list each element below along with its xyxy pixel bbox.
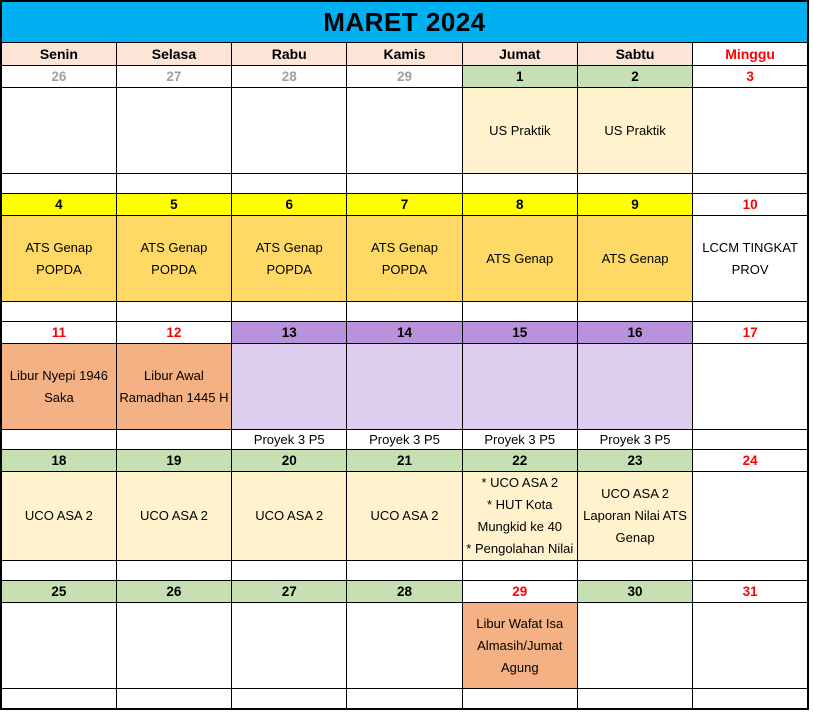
spacer-cell	[693, 302, 808, 322]
spacer-cell	[232, 561, 347, 581]
date-cell-20-rabu: 20	[232, 450, 347, 472]
date-cell-2-sabtu: 2	[577, 66, 692, 88]
spacer-cell	[462, 689, 577, 710]
spacer-cell	[693, 174, 808, 194]
day-header-kamis: Kamis	[347, 43, 462, 66]
date-cell-14-kamis: 14	[347, 322, 462, 344]
date-cell-17-minggu: 17	[693, 322, 808, 344]
event-cell-w3-jumat	[462, 344, 577, 430]
event-cell-w4-selasa	[116, 472, 231, 561]
spacer-cell	[462, 302, 577, 322]
week-4-spacer-row	[1, 561, 808, 581]
spacer-cell	[577, 302, 692, 322]
footer-note-cell-jumat: Proyek 3 P5	[462, 430, 577, 450]
event-cell-w3-kamis	[347, 344, 462, 430]
week-3-spacer-row	[1, 430, 808, 450]
event-cell-w5-kamis	[347, 603, 462, 689]
spacer-cell	[577, 689, 692, 710]
event-cell-w2-jumat	[462, 216, 577, 302]
event-cell-w5-sabtu	[577, 603, 692, 689]
event-cell-w2-rabu	[232, 216, 347, 302]
event-text-line: ATS Genap	[371, 239, 438, 255]
day-header-row	[1, 43, 808, 66]
week-1-date-row	[1, 66, 808, 88]
spacer-cell	[577, 174, 692, 194]
day-header-senin: Senin	[1, 43, 116, 66]
spacer-cell	[1, 430, 116, 450]
spacer-cell	[347, 302, 462, 322]
event-text-line: UCO ASA 2	[255, 508, 324, 523]
day-header-jumat: Jumat	[462, 43, 577, 66]
event-cell-w5-minggu	[693, 603, 808, 689]
footer-note-cell-rabu: Proyek 3 P5	[232, 430, 347, 450]
date-cell-13-rabu: 13	[232, 322, 347, 344]
event-text-line: Mungkid ke 40	[477, 519, 563, 534]
footer-note-cell-kamis: Proyek 3 P5	[347, 430, 462, 450]
week-4-event-row	[1, 472, 808, 561]
week-5-date-row	[1, 581, 808, 603]
weeks-body	[1, 66, 808, 710]
week-4-date-row	[1, 450, 808, 472]
date-cell-19-selasa: 19	[116, 450, 231, 472]
event-cell-w1-kamis	[347, 88, 462, 174]
event-cell-w3-senin	[1, 344, 116, 430]
spacer-cell	[693, 689, 808, 710]
event-cell-w4-senin	[1, 472, 116, 561]
event-cell-w1-sabtu	[577, 88, 692, 174]
event-text-line: UCO ASA 2	[601, 486, 669, 501]
week-1-spacer-row	[1, 174, 808, 194]
spacer-cell	[116, 689, 231, 710]
event-cell-w5-senin	[1, 603, 116, 689]
spacer-cell	[462, 174, 577, 194]
event-text-line: ATS Genap	[25, 239, 93, 255]
event-cell-w2-kamis	[347, 216, 462, 302]
footer-note-cell-sabtu: Proyek 3 P5	[577, 430, 692, 450]
spacer-cell	[116, 561, 231, 581]
date-cell-27-rabu: 27	[232, 581, 347, 603]
date-cell-22-jumat: 22	[462, 450, 577, 472]
date-cell-9-sabtu: 9	[577, 194, 692, 216]
date-cell-24-minggu: 24	[693, 450, 808, 472]
event-text-line: Laporan Nilai ATS	[583, 508, 687, 523]
spacer-cell	[347, 174, 462, 194]
date-cell-16-sabtu: 16	[577, 322, 692, 344]
spacer-cell	[232, 174, 347, 194]
date-cell-30-sabtu: 30	[577, 581, 692, 603]
event-cell-w3-minggu	[693, 344, 808, 430]
event-text-line: * HUT Kota	[487, 497, 553, 512]
event-text-line: ATS Genap	[140, 239, 208, 255]
day-header-sabtu: Sabtu	[577, 43, 692, 66]
event-cell-w1-minggu	[693, 88, 808, 174]
date-cell-25-senin: 25	[1, 581, 116, 603]
event-text-line: Libur Awal	[144, 367, 204, 383]
event-cell-w2-selasa	[116, 216, 231, 302]
date-cell-10-minggu: 10	[693, 194, 808, 216]
week-1-event-row	[1, 88, 808, 174]
event-text-line: US Praktik	[604, 122, 666, 138]
event-text-line: * UCO ASA 2	[481, 475, 559, 490]
spacer-cell	[116, 302, 231, 322]
spacer-cell	[693, 430, 808, 450]
event-text-line: ATS Genap	[255, 239, 323, 255]
event-text-line: POPDA	[151, 261, 197, 277]
event-cell-w2-senin	[1, 216, 116, 302]
spacer-cell	[232, 689, 347, 710]
spacer-cell	[577, 561, 692, 581]
event-cell-w3-rabu	[232, 344, 347, 430]
date-cell-5-selasa: 5	[116, 194, 231, 216]
event-cell-w4-minggu	[693, 472, 808, 561]
event-cell-w1-senin	[1, 88, 116, 174]
calendar-title: MARET 2024	[1, 1, 808, 43]
event-text-line: UCO ASA 2	[370, 508, 439, 523]
date-cell-26-senin: 26	[1, 66, 116, 88]
event-cell-w1-rabu	[232, 88, 347, 174]
event-cell-w2-minggu	[693, 216, 808, 302]
event-text-line: Ramadhan 1445 H	[119, 389, 229, 405]
event-text-line: Genap	[615, 530, 655, 545]
date-cell-26-selasa: 26	[116, 581, 231, 603]
event-cell-w5-selasa	[116, 603, 231, 689]
week-5-spacer-row	[1, 689, 808, 710]
date-cell-29-jumat: 29	[462, 581, 577, 603]
day-header-rabu: Rabu	[232, 43, 347, 66]
day-header-selasa: Selasa	[116, 43, 231, 66]
event-text-line: ATS Genap	[601, 250, 669, 266]
event-cell-w5-rabu	[232, 603, 347, 689]
event-cell-w1-selasa	[116, 88, 231, 174]
event-text-line: * Pengolahan Nilai	[466, 541, 574, 556]
date-cell-21-kamis: 21	[347, 450, 462, 472]
spacer-cell	[1, 302, 116, 322]
event-cell-w4-rabu	[232, 472, 347, 561]
event-cell-w5-jumat	[462, 603, 577, 689]
date-cell-1-jumat: 1	[462, 66, 577, 88]
event-text-line: US Praktik	[489, 122, 551, 138]
event-text-line: UCO ASA 2	[139, 508, 208, 523]
date-cell-27-selasa: 27	[116, 66, 231, 88]
spacer-cell	[347, 561, 462, 581]
spacer-cell	[693, 561, 808, 581]
event-text-line: LCCM TINGKAT	[702, 239, 798, 255]
event-text-line: ATS Genap	[486, 250, 554, 266]
event-text-line: PROV	[731, 261, 769, 277]
spacer-cell	[116, 430, 231, 450]
spacer-cell	[1, 174, 116, 194]
date-cell-31-minggu: 31	[693, 581, 808, 603]
event-cell-w4-kamis	[347, 472, 462, 561]
date-cell-7-kamis: 7	[347, 194, 462, 216]
event-cell-w1-jumat	[462, 88, 577, 174]
date-cell-28-kamis: 28	[347, 581, 462, 603]
week-3-date-row	[1, 322, 808, 344]
week-5-event-row	[1, 603, 808, 689]
event-text-line: POPDA	[381, 261, 428, 277]
spacer-cell	[347, 689, 462, 710]
event-text-line: Agung	[500, 659, 539, 675]
event-cell-w3-selasa	[116, 344, 231, 430]
date-cell-8-jumat: 8	[462, 194, 577, 216]
date-cell-15-jumat: 15	[462, 322, 577, 344]
week-2-spacer-row	[1, 302, 808, 322]
event-text-line: Saka	[44, 389, 74, 405]
date-cell-18-senin: 18	[1, 450, 116, 472]
event-text-line: POPDA	[36, 261, 82, 277]
date-cell-4-senin: 4	[1, 194, 116, 216]
title-row	[1, 1, 808, 43]
date-cell-23-sabtu: 23	[577, 450, 692, 472]
spacer-cell	[1, 689, 116, 710]
event-text-line: POPDA	[266, 261, 312, 277]
week-2-event-row	[1, 216, 808, 302]
event-cell-w3-sabtu	[577, 344, 692, 430]
week-2-date-row	[1, 194, 808, 216]
date-cell-12-selasa: 12	[116, 322, 231, 344]
date-cell-6-rabu: 6	[232, 194, 347, 216]
week-3-event-row	[1, 344, 808, 430]
event-text-line: UCO ASA 2	[24, 508, 93, 523]
date-cell-11-senin: 11	[1, 322, 116, 344]
date-cell-29-kamis: 29	[347, 66, 462, 88]
spacer-cell	[232, 302, 347, 322]
event-cell-w4-jumat	[462, 472, 577, 561]
date-cell-3-minggu: 3	[693, 66, 808, 88]
date-cell-28-rabu: 28	[232, 66, 347, 88]
spacer-cell	[462, 561, 577, 581]
event-text-line: Almasih/Jumat	[477, 637, 563, 653]
event-cell-w4-sabtu	[577, 472, 692, 561]
spacer-cell	[116, 174, 231, 194]
event-cell-w2-sabtu	[577, 216, 692, 302]
spacer-cell	[1, 561, 116, 581]
day-header-minggu: Minggu	[693, 43, 808, 66]
event-text-line: Libur Wafat Isa	[476, 615, 564, 631]
event-text-line: Libur Nyepi 1946	[9, 367, 109, 383]
